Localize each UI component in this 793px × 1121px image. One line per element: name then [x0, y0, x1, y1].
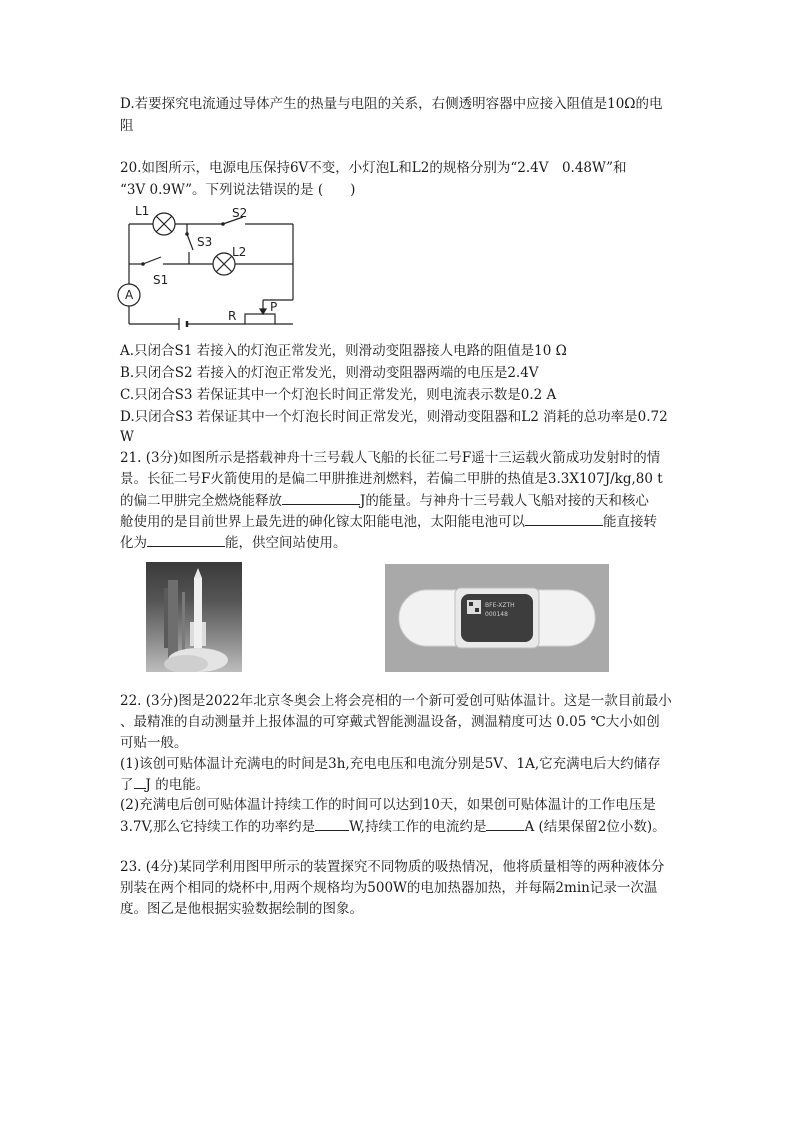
q21-stem-4 [120, 511, 657, 532]
q20-option-d-cont: W [120, 429, 134, 445]
q21-text-c: 舱使用的是目前世界上最先进的砷化镓太阳能电池，太阳能电池可以 [120, 514, 525, 530]
option-d-text-cont: 阻 [120, 118, 134, 134]
q21-stem-3 [120, 490, 649, 511]
q20-option-a: A.只闭合S1 若接入的灯泡正常发光，则滑动变阻器接人电路的阻值是10 Ω [120, 343, 567, 359]
q22-text-d: W,持续工作的电流约是 [349, 819, 487, 835]
label-r: R [228, 309, 237, 323]
q22-part2: (2)充满电后创可贴体温计持续工作的时间可以达到10天，如果创可贴体温计的工作电压是 [120, 797, 656, 813]
q23-stem-3: 度。图乙是他根据实验数据绘制的图象。 [120, 901, 363, 917]
label-s2: S2 [232, 206, 248, 220]
label-l2: L2 [232, 245, 247, 259]
answer-blank-stored-energy[interactable] [134, 774, 146, 789]
circuit-diagram [115, 200, 305, 335]
device-label-2: 000148 [485, 611, 508, 618]
answer-blank-form1[interactable] [525, 511, 603, 526]
q21-text-d: 能直接转 [603, 514, 657, 530]
q21-text-e: 化为 [120, 535, 147, 551]
answer-blank-current[interactable] [486, 816, 524, 831]
q23-stem: 23. (4分)某同学利用图甲所示的装置探究不同物质的吸热情况，他将质量相等的两种液体分 [120, 859, 665, 875]
q20-option-d: D.只闭合S3 若保证其中一个灯泡长时间正常发光，则滑动变阻器和L2 消耗的总功率是0.72 [120, 409, 668, 425]
q20-option-b: B.只闭合S2 若接入的灯泡正常发光，则滑动变阻器两端的电压是2.4V [120, 365, 539, 381]
q21-stem-5 [120, 532, 347, 553]
q22-part1-cont [120, 774, 209, 795]
device-label-1: BFE-XZTH [485, 602, 515, 609]
q22-text-c: 3.7V,那么它持续工作的功率约是 [120, 819, 316, 835]
q22-part1: (1)该创可贴体温计充满电的时间是3h,充电电压和电流分别是5V、1A,它充满电后大约储存 [120, 756, 661, 772]
q22-text-b: J 的电能。 [145, 777, 210, 793]
label-a: A [125, 288, 134, 302]
q21-text-b: J的能量。与神舟十三号载人飞船对接的天和核心 [360, 493, 649, 509]
option-d-text: D.若要探究电流通过导体产生的热量与电阻的关系，右侧透明容器中应接入阻值是10Ω的电 [120, 96, 663, 112]
label-l1: L1 [135, 204, 150, 218]
q21-text-a: 的偏二甲肼完全燃烧能释放 [120, 493, 282, 509]
q21-stem: 21. (3分)如图所示是搭载神舟十三号载人飞船的长征二号F遥十三运载火箭成功发射时的情 [120, 450, 661, 466]
answer-blank-form2[interactable] [147, 532, 225, 547]
lamp-l1-icon [153, 213, 175, 235]
q22-part2-cont [120, 816, 666, 837]
q20-stem: 20.如图所示，电源电压保持6V不变，小灯泡L和L2的规格分别为“2.4V 0.48W”和 [120, 160, 627, 176]
label-s1: S1 [153, 273, 169, 287]
q22-text-a: 了 [120, 777, 134, 793]
q23-stem-2: 别装在两个相同的烧杯中,用两个规格均为500W的电加热器加热，并每隔2min记录一次温 [120, 880, 658, 896]
rocket-launch-photo [146, 562, 242, 672]
label-p: P [270, 300, 278, 314]
label-s3: S3 [197, 235, 213, 249]
q22-stem-3: 可贴一般。 [120, 735, 188, 751]
q20-option-c: C.只闭合S3 若保证其中一个灯泡长时间正常发光，则电流表示数是0.2 A [120, 387, 557, 403]
thermometer-patch-photo [385, 564, 609, 672]
answer-blank-power[interactable] [315, 816, 349, 831]
q22-stem-2: 、最精准的自动测量并上报体温的可穿戴式智能测温设备，测温精度可达 0.05 ℃大小如创 [120, 714, 660, 730]
q20-stem-cont: “3V 0.9W”。下列说法错误的是 ( ) [120, 182, 356, 198]
answer-blank-energy[interactable] [282, 490, 360, 505]
q22-stem: 22. (3分)图是2022年北京冬奥会上将会亮相的一个新可爱创可贴体温计。这是一款目前最小 [120, 693, 672, 709]
q21-stem-2: 景。长征二号F火箭使用的是偏二甲肼推进剂燃料，若偏二甲肼的热值是3.3X107J/kg,80 t [120, 471, 663, 487]
q21-text-f: 能，供空间站使用。 [225, 535, 347, 551]
q22-text-e: A (结果保留2位小数)。 [524, 819, 666, 835]
